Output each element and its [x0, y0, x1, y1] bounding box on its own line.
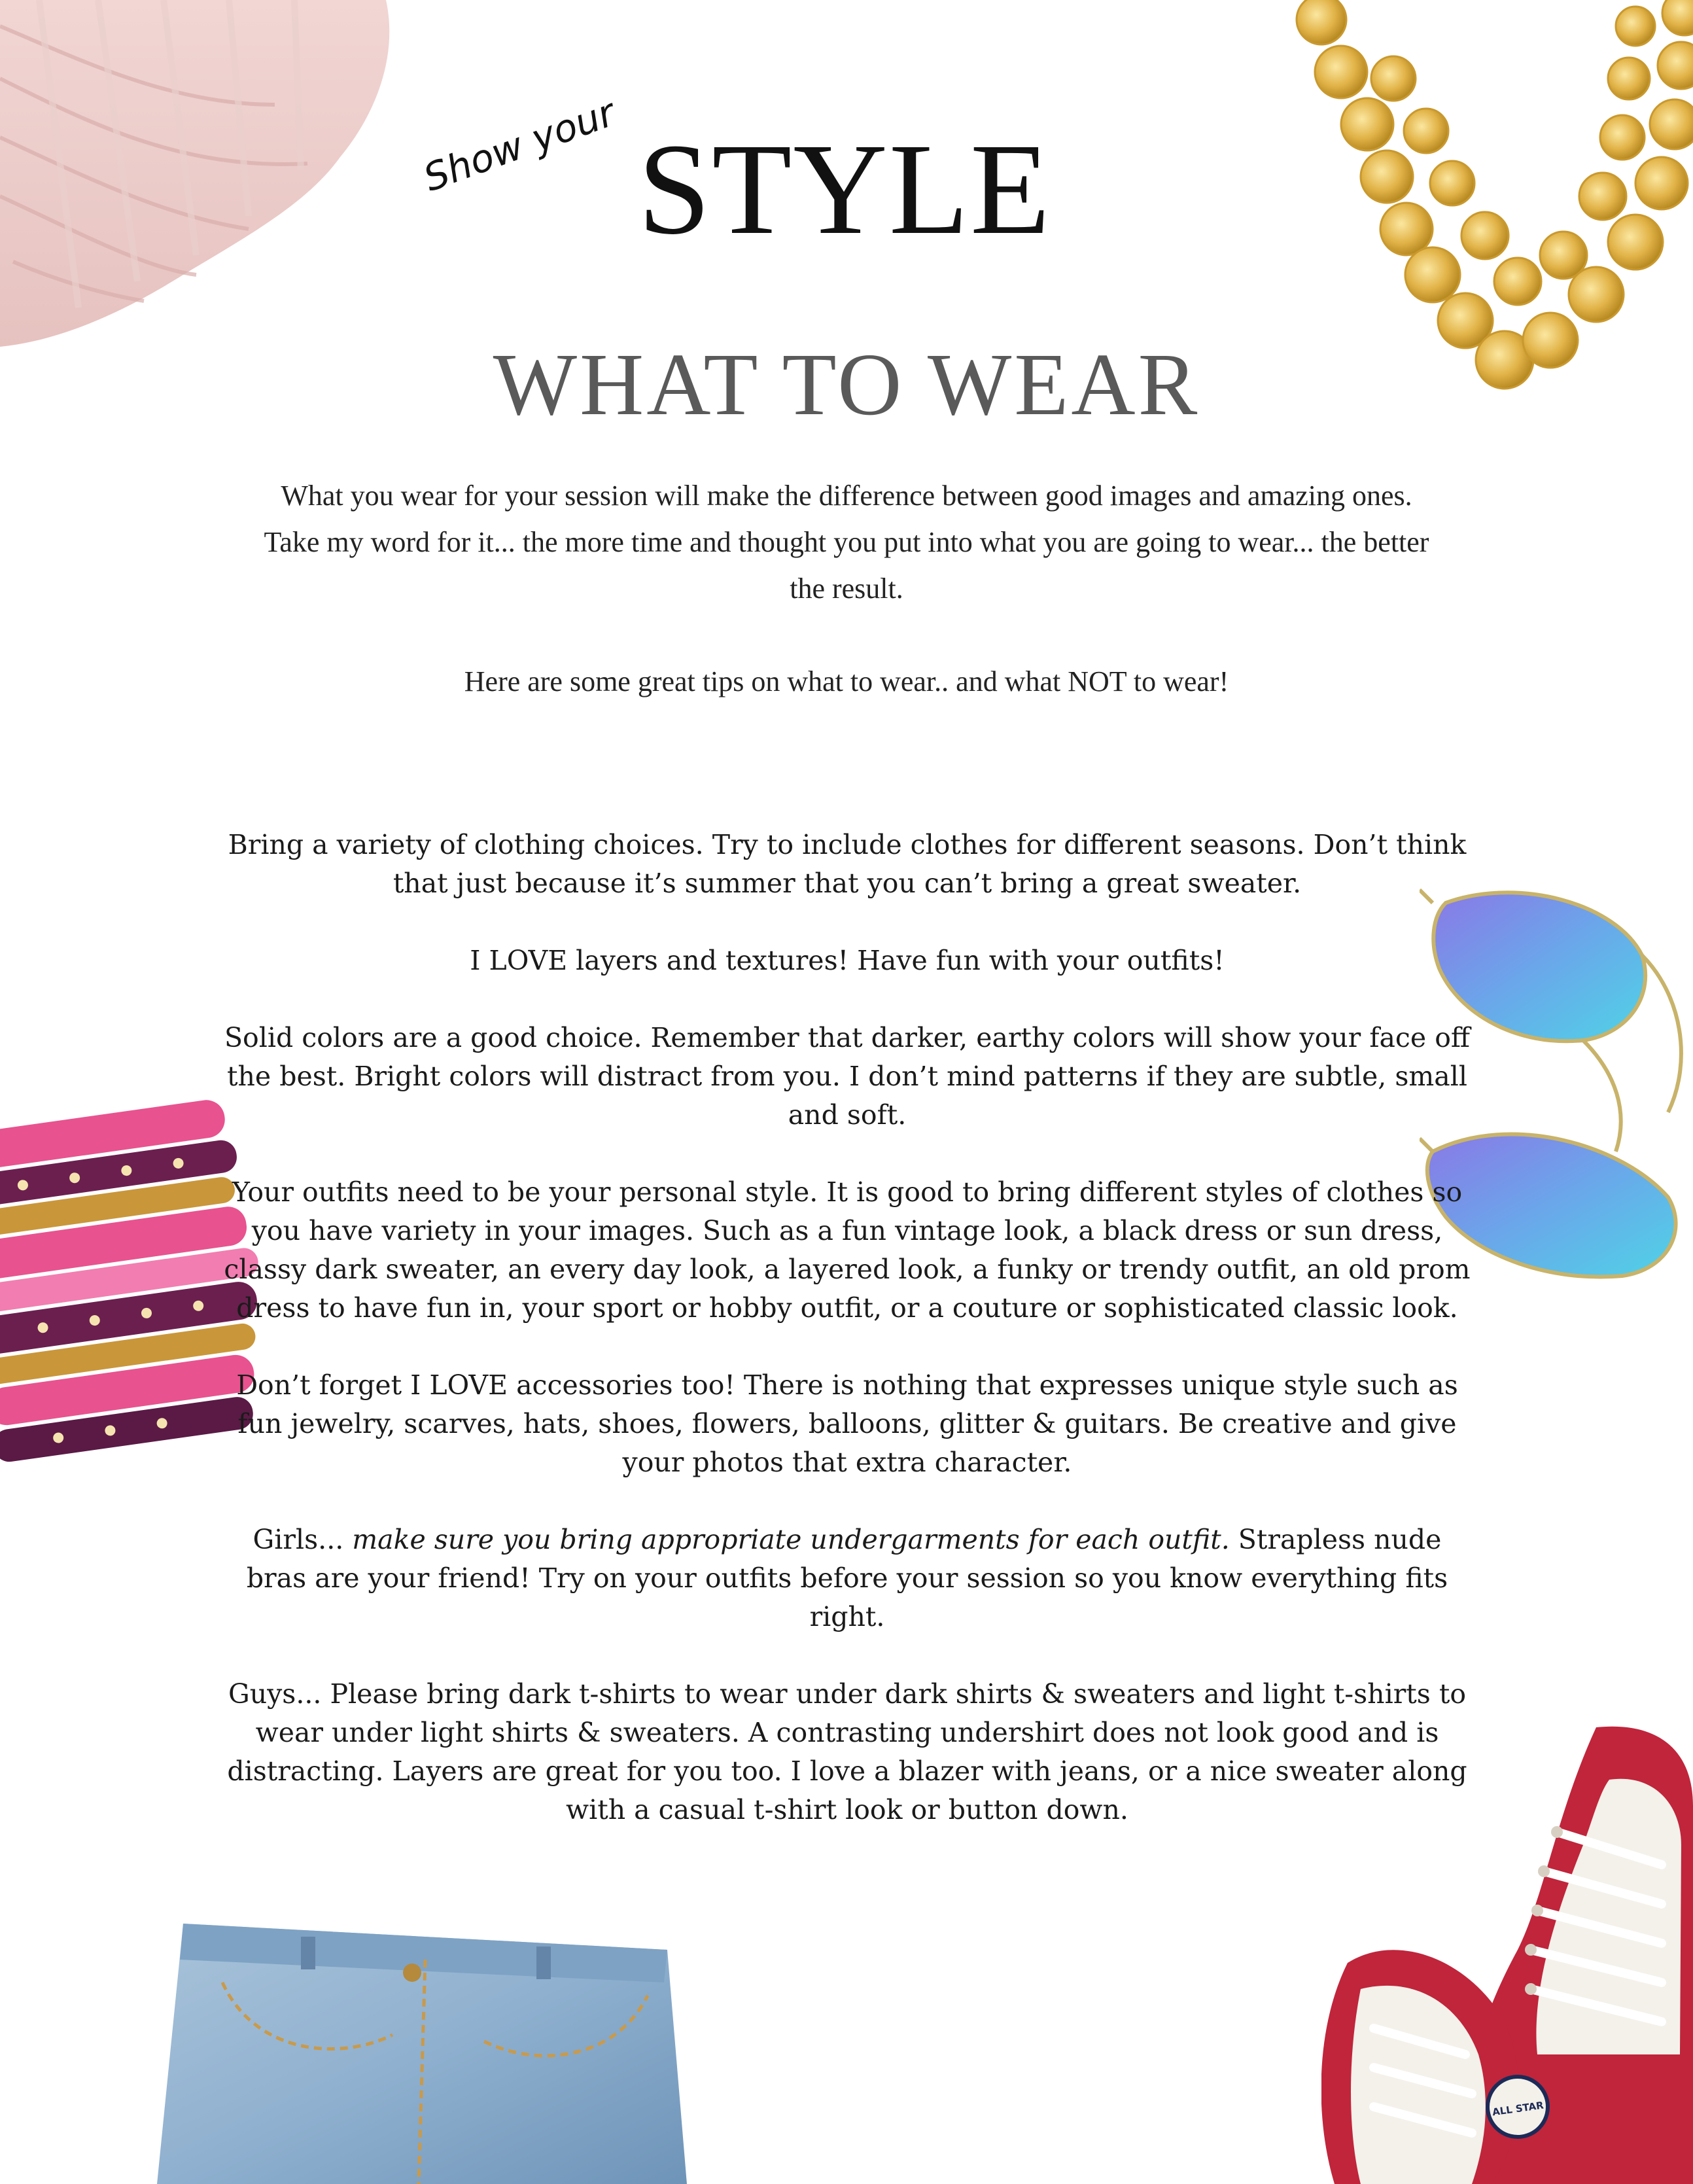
page-title: WHAT TO WEAR	[493, 336, 1200, 434]
tip-girls	[222, 1521, 1472, 1636]
tips-intro-line: Here are some great tips on what to wear.. and what NOT to wear!	[464, 665, 1229, 697]
tip-girls-rest: Strapless nude bras are your friend! Try on your outfits before your session so you know everything fits right.	[246, 1524, 1448, 1632]
shoe-badge-text: ALL STAR	[1492, 2099, 1545, 2119]
style-heading: STYLE	[638, 117, 1052, 262]
intro-section	[262, 472, 1431, 705]
tip-personal-style: Your outfits need to be your personal style. It is good to bring different styles of clothes so you have variety in your images. Such as a fun vintage look, a black dress or sun dress, classy dark sweater, an every day look, a layered look, a funky or trendy outfit, an old prom dress to have fun in, your sport or hobby outfit, or a couture or sophisticated classic look.	[224, 1176, 1471, 1324]
tip-colors: Solid colors are a good choice. Remember that darker, earthy colors will show your face off the best. Bright colors will distract from you. I don’t mind patterns if they are subtle, small and soft.	[224, 1022, 1471, 1131]
tip-guys: Guys... Please bring dark t-shirts to wear under dark shirts & sweaters and light t-shirts to wear under light shirts & sweaters. A contrasting undershirt does not look good and is distracting. Layers are great for you too. I love a blazer with jeans, or a nice sweater along with a casual t-shirt look or button down.	[227, 1678, 1467, 1825]
tulle-skirt-image	[0, 0, 419, 353]
tip-variety: Bring a variety of clothing choices. Try to include clothes for different seasons. Don’t think that just because it’s summer that you can’t bring a great sweater.	[228, 829, 1467, 899]
tip-accessories: Don’t forget I LOVE accessories too! There is nothing that expresses unique style such as fun jewelry, scarves, hats, shoes, flowers, balloons, glitter & guitars. Be creative and give your photos that extra character.	[236, 1369, 1458, 1478]
show-your-script: Show your	[417, 90, 621, 200]
intro-paragraph: What you wear for your session will make the difference between good images and amazing ones. Take my word for it... the more time and thought you put into what you are going to wear... the better the result.	[264, 480, 1429, 605]
tips-section	[222, 826, 1472, 1868]
denim-shorts-image	[144, 1911, 707, 2184]
tip-girls-prefix: Girls...	[253, 1524, 353, 1555]
tip-girls-emphasis: make sure you bring appropriate undergarments for each outfit.	[352, 1524, 1230, 1555]
tip-layers: I LOVE layers and textures! Have fun with your outfits!	[470, 945, 1225, 976]
